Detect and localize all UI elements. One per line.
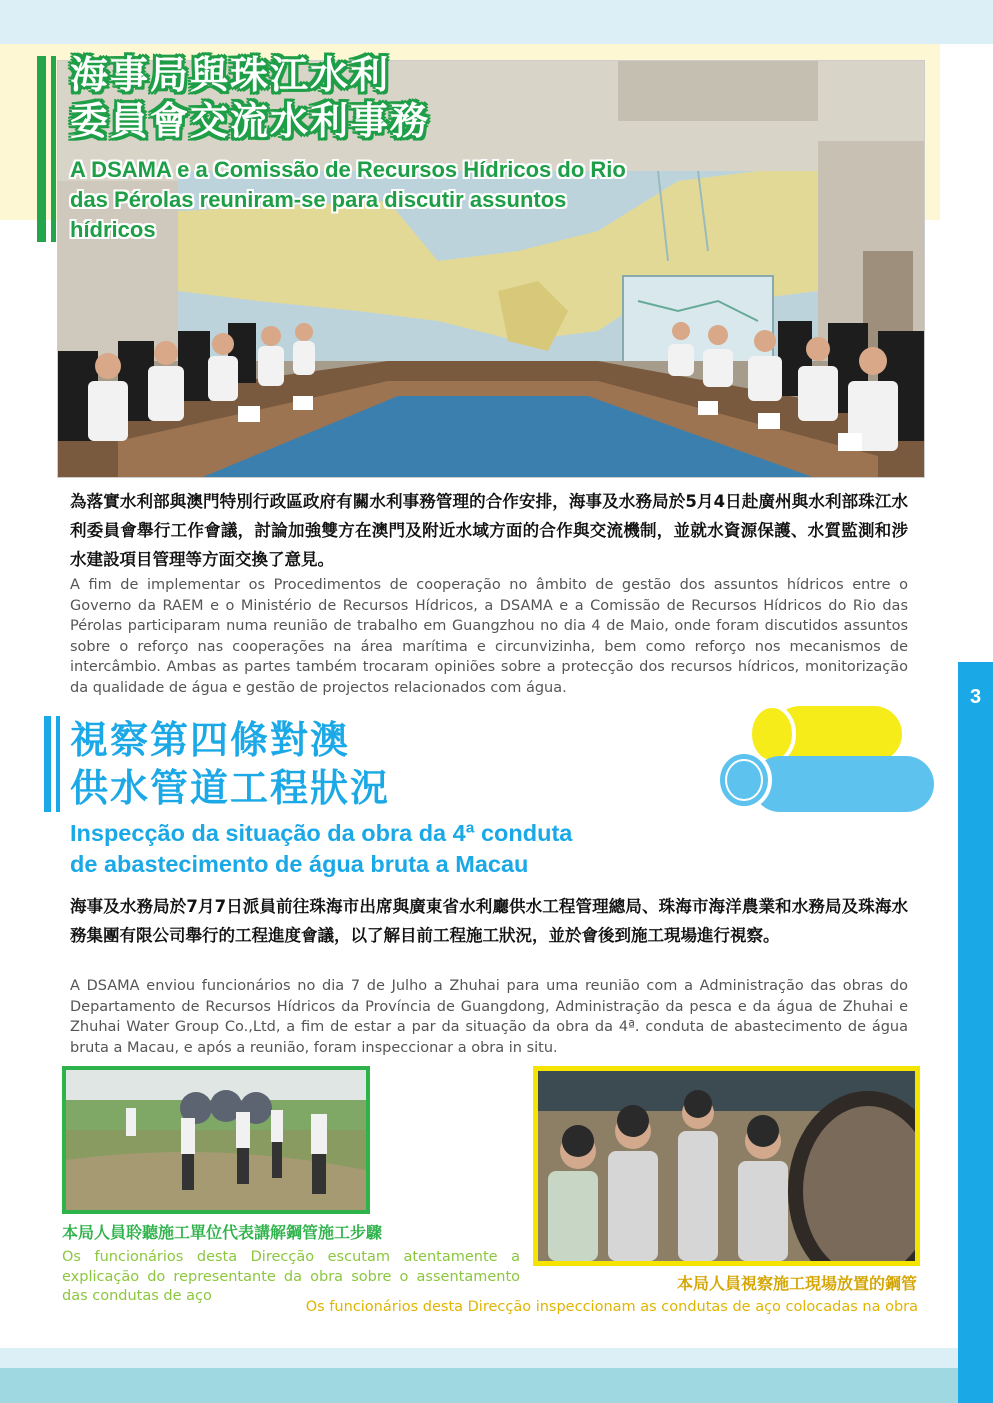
- article1-title-pt: A DSAMA e a Comissão de Recursos Hídricos do Rio das Pérolas reuniram-se para discutir assuntos hídricos: [70, 157, 626, 242]
- title2-bar-thick: [44, 716, 51, 812]
- title1-bar-thick: [37, 56, 46, 242]
- article2-title-cn: [70, 716, 390, 812]
- bottom-band-teal: [0, 1368, 993, 1403]
- article1-body-pt: A fim de implementar os Procedimentos de cooperação no âmbito de gestão dos assuntos hídricos entre o Governo da RAEM e o Ministério de Recursos Hídricos, a DSAMA e a Comissão de Recursos Hídricos do Rio das Pérolas participaram numa reunião de trabalho em Guangzhou no dia 4 de Maio, onde foram discutidos assuntos sobre o reforço nas cooperações na área marítima e circunvizinha, bem como reforço nos mecanismos de intercâmbio. Ambas as partes também trocaram opiniões sobre a protecção dos recursos hídricos, monitorização da qualidade de água e gestão de projectos relacionados com água.: [70, 577, 908, 696]
- top-band: [0, 0, 993, 44]
- article2-title-pt-line1: Inspecção da situação da obra da 4ª conduta: [70, 820, 573, 846]
- page-tab: [958, 662, 993, 1403]
- caption2-pt: Os funcionários desta Direcção inspeccionam as condutas de aço colocadas na obra: [305, 1299, 918, 1315]
- bottom-band-light: [0, 1348, 993, 1368]
- caption1-cn: 本局人員聆聽施工單位代表講解鋼管施工步驟: [62, 1223, 383, 1242]
- article1-title-cn-line2: 委員會交流水利事務: [70, 99, 431, 143]
- article1-title-cn-line1: 海事局與珠江水利: [70, 53, 391, 97]
- caption2-cn: 本局人員視察施工現場放置的鋼管: [676, 1274, 917, 1293]
- title2-bar-thin: [56, 716, 60, 812]
- article2-title-pt-line2: de abastecimento de água bruta a Macau: [70, 851, 529, 877]
- site-photo-1: [62, 1066, 370, 1214]
- title1-bar-thin: [51, 56, 56, 242]
- article2-body-pt: A DSAMA enviou funcionários no dia 7 de Julho a Zhuhai para uma reunião com a Administração das obras do Departamento de Recursos Hídricos da Província de Guangdong, Administração da pesca e da água de Zhuhai e Zhuhai Water Group Co.,Ltd, a fim de estar a par da situação da obra da 4ª. conduta de abastecimento de água bruta a Macau, e após a reunião, foram inspeccionar a obra in situ.: [70, 978, 908, 1056]
- caption1-pt: Os funcionários desta Direcção escutam atentamente a explicação do representante da obra sobre o assentamento das condutas de aço: [62, 1249, 520, 1304]
- article2-body-cn: 海事及水務局於7月7日派員前往珠海市出席與廣東省水利廳供水工程管理總局、珠海市海洋農業和水務局及珠海水務集團有限公司舉行的工程進度會議，以了解目前工程施工狀況，並於會後到施工現場進行視察。: [70, 897, 908, 945]
- article1-body-cn: 為落實水利部與澳門特別行政區政府有關水利事務管理的合作安排，海事及水務局於5月4日赴廣州與水利部珠江水利委員會舉行工作會議，討論加強雙方在澳門及附近水域方面的合作與交流機制，並就水資源保護、水質監測和涉水建設項目管理等方面交換了意見。: [70, 492, 908, 569]
- article2-title-cn-line2: 供水管道工程狀況: [70, 766, 391, 810]
- article2-title-pt: [70, 818, 572, 880]
- pipes-decoration: [712, 700, 942, 820]
- article1-title-cn: [70, 52, 430, 144]
- site-photo-2: [533, 1066, 920, 1266]
- page-number: 3: [969, 686, 982, 708]
- article2-title-cn-line1: 視察第四條對澳: [70, 718, 351, 762]
